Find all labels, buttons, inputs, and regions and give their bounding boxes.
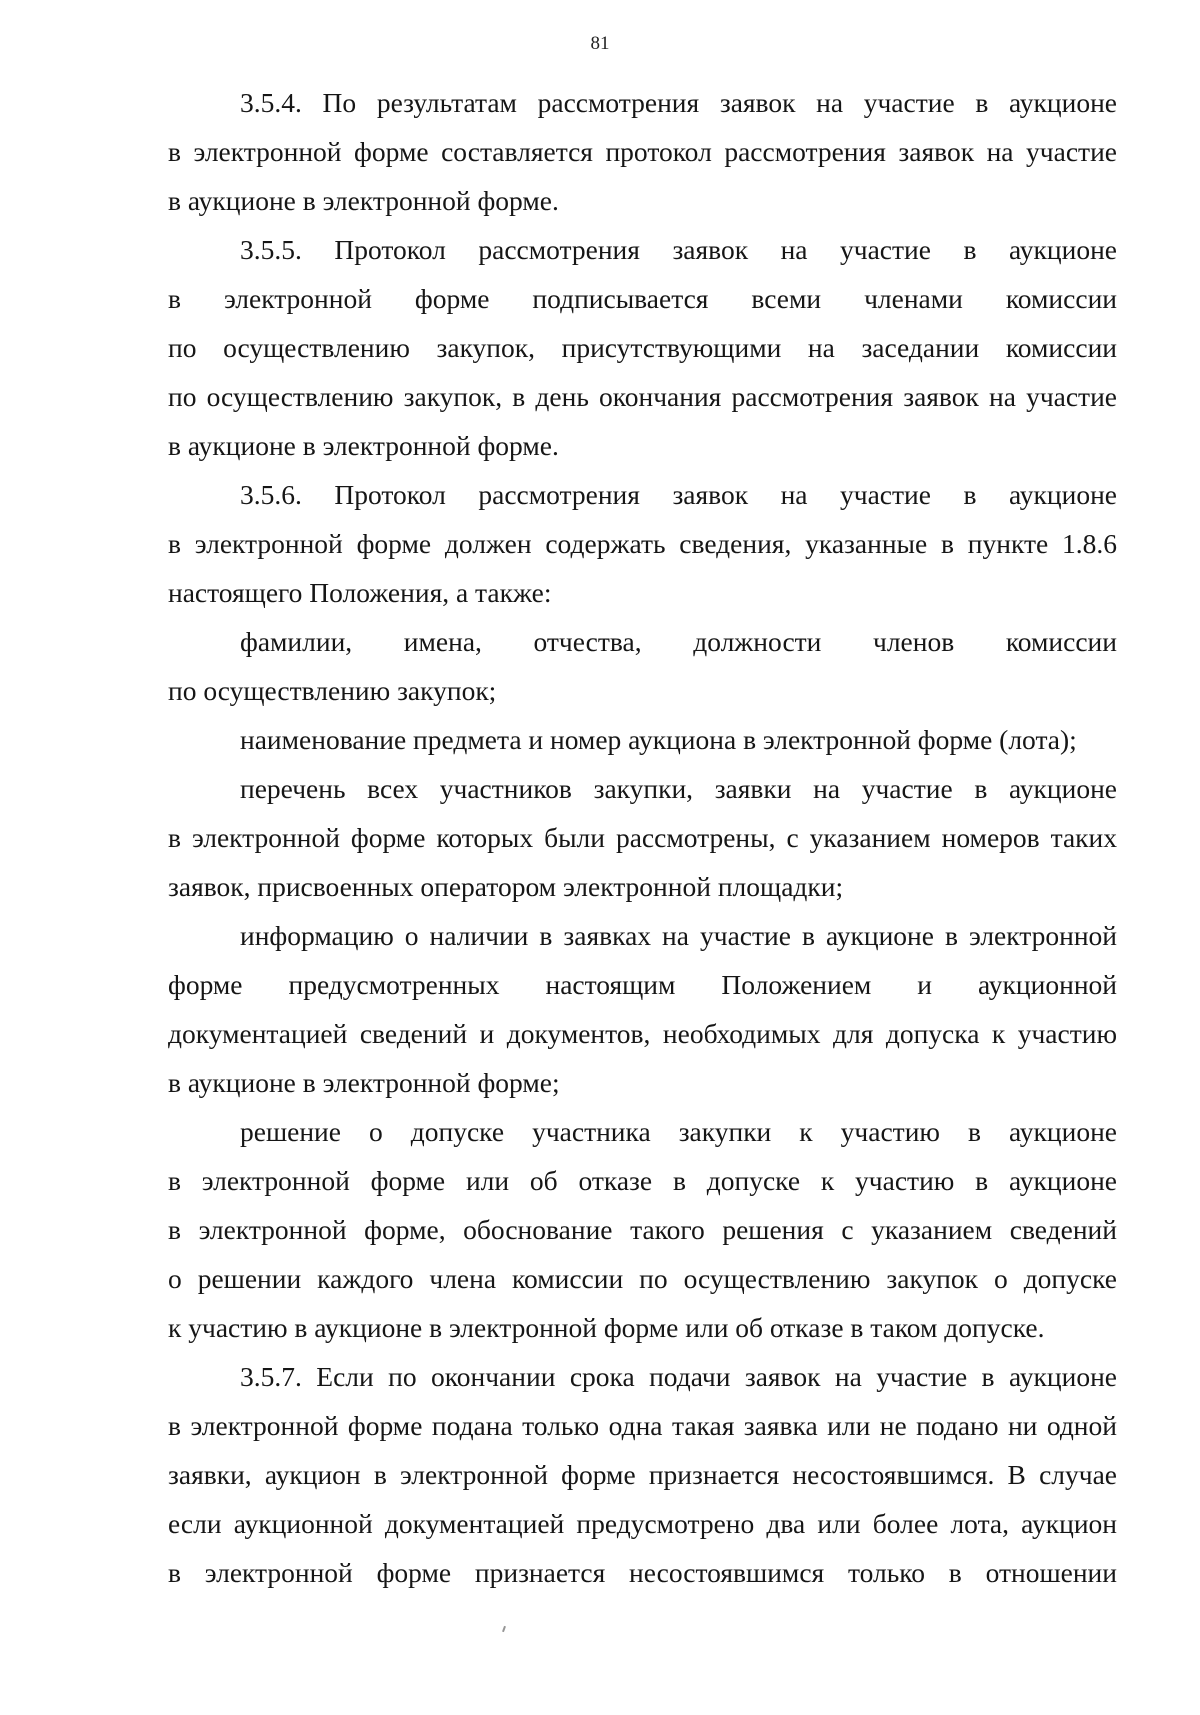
text-line: в электронной форме должен содержать сведения, указанные в пункте 1.8.6: [168, 528, 1117, 559]
text-line: в аукционе в электронной форме.: [168, 430, 559, 461]
text-line: документацией сведений и документов, необходимых для допуска к участию: [168, 1018, 1117, 1049]
page-number: 81: [590, 33, 610, 54]
document-body: [168, 78, 1117, 1597]
text-line: 3.5.5. Протокол рассмотрения заявок на участие в аукционе: [240, 234, 1117, 265]
text-line: информацию о наличии в заявках на участие в аукционе в электронной: [240, 920, 1117, 951]
text-line: форме предусмотренных настоящим Положением и аукционной: [168, 969, 1117, 1000]
text-line: в электронной форме составляется протокол рассмотрения заявок на участие: [168, 136, 1117, 167]
text-line: в электронной форме, обоснование такого решения с указанием сведений: [168, 1214, 1117, 1245]
text-line: перечень всех участников закупки, заявки на участие в аукционе: [240, 773, 1117, 804]
text-line: если аукционной документацией предусмотрено два или более лота, аукцион: [168, 1508, 1117, 1539]
text-line: в аукционе в электронной форме;: [168, 1067, 560, 1098]
text-line: в электронной форме которых были рассмотрены, с указанием номеров таких: [168, 822, 1117, 853]
text-line: заявки, аукцион в электронной форме признается несостоявшимся. В случае: [168, 1459, 1117, 1490]
text-line: 3.5.4. По результатам рассмотрения заявок на участие в аукционе: [240, 87, 1117, 118]
text-line: в электронной форме или об отказе в допуске к участию в аукционе: [168, 1165, 1117, 1196]
text-line: по осуществлению закупок;: [168, 675, 497, 706]
text-line: в электронной форме признается несостоявшимся только в отношении: [168, 1557, 1117, 1588]
text-line: о решении каждого члена комиссии по осуществлению закупок о допуске: [168, 1263, 1117, 1294]
text-line: к участию в аукционе в электронной форме или об отказе в таком допуске.: [168, 1312, 1045, 1343]
text-line: по осуществлению закупок, в день окончания рассмотрения заявок на участие: [168, 381, 1117, 412]
text-line: настоящего Положения, а также:: [168, 577, 552, 608]
text-line: наименование предмета и номер аукциона в электронной форме (лота);: [240, 724, 1077, 755]
text-line: в аукционе в электронной форме.: [168, 185, 559, 216]
text-line: 3.5.7. Если по окончании срока подачи заявок на участие в аукционе: [240, 1361, 1117, 1392]
text-line: в электронной форме подана только одна такая заявка или не подано ни одной: [168, 1410, 1117, 1441]
text-line: по осуществлению закупок, присутствующими на заседании комиссии: [168, 332, 1117, 363]
text-line: фамилии, имена, отчества, должности членов комиссии: [240, 626, 1117, 657]
text-line: в электронной форме подписывается всеми членами комиссии: [168, 283, 1117, 314]
scan-artifact: [502, 1626, 506, 1632]
text-line: решение о допуске участника закупки к участию в аукционе: [240, 1116, 1117, 1147]
text-line: заявок, присвоенных оператором электронной площадки;: [168, 871, 844, 902]
text-line: 3.5.6. Протокол рассмотрения заявок на участие в аукционе: [240, 479, 1117, 510]
